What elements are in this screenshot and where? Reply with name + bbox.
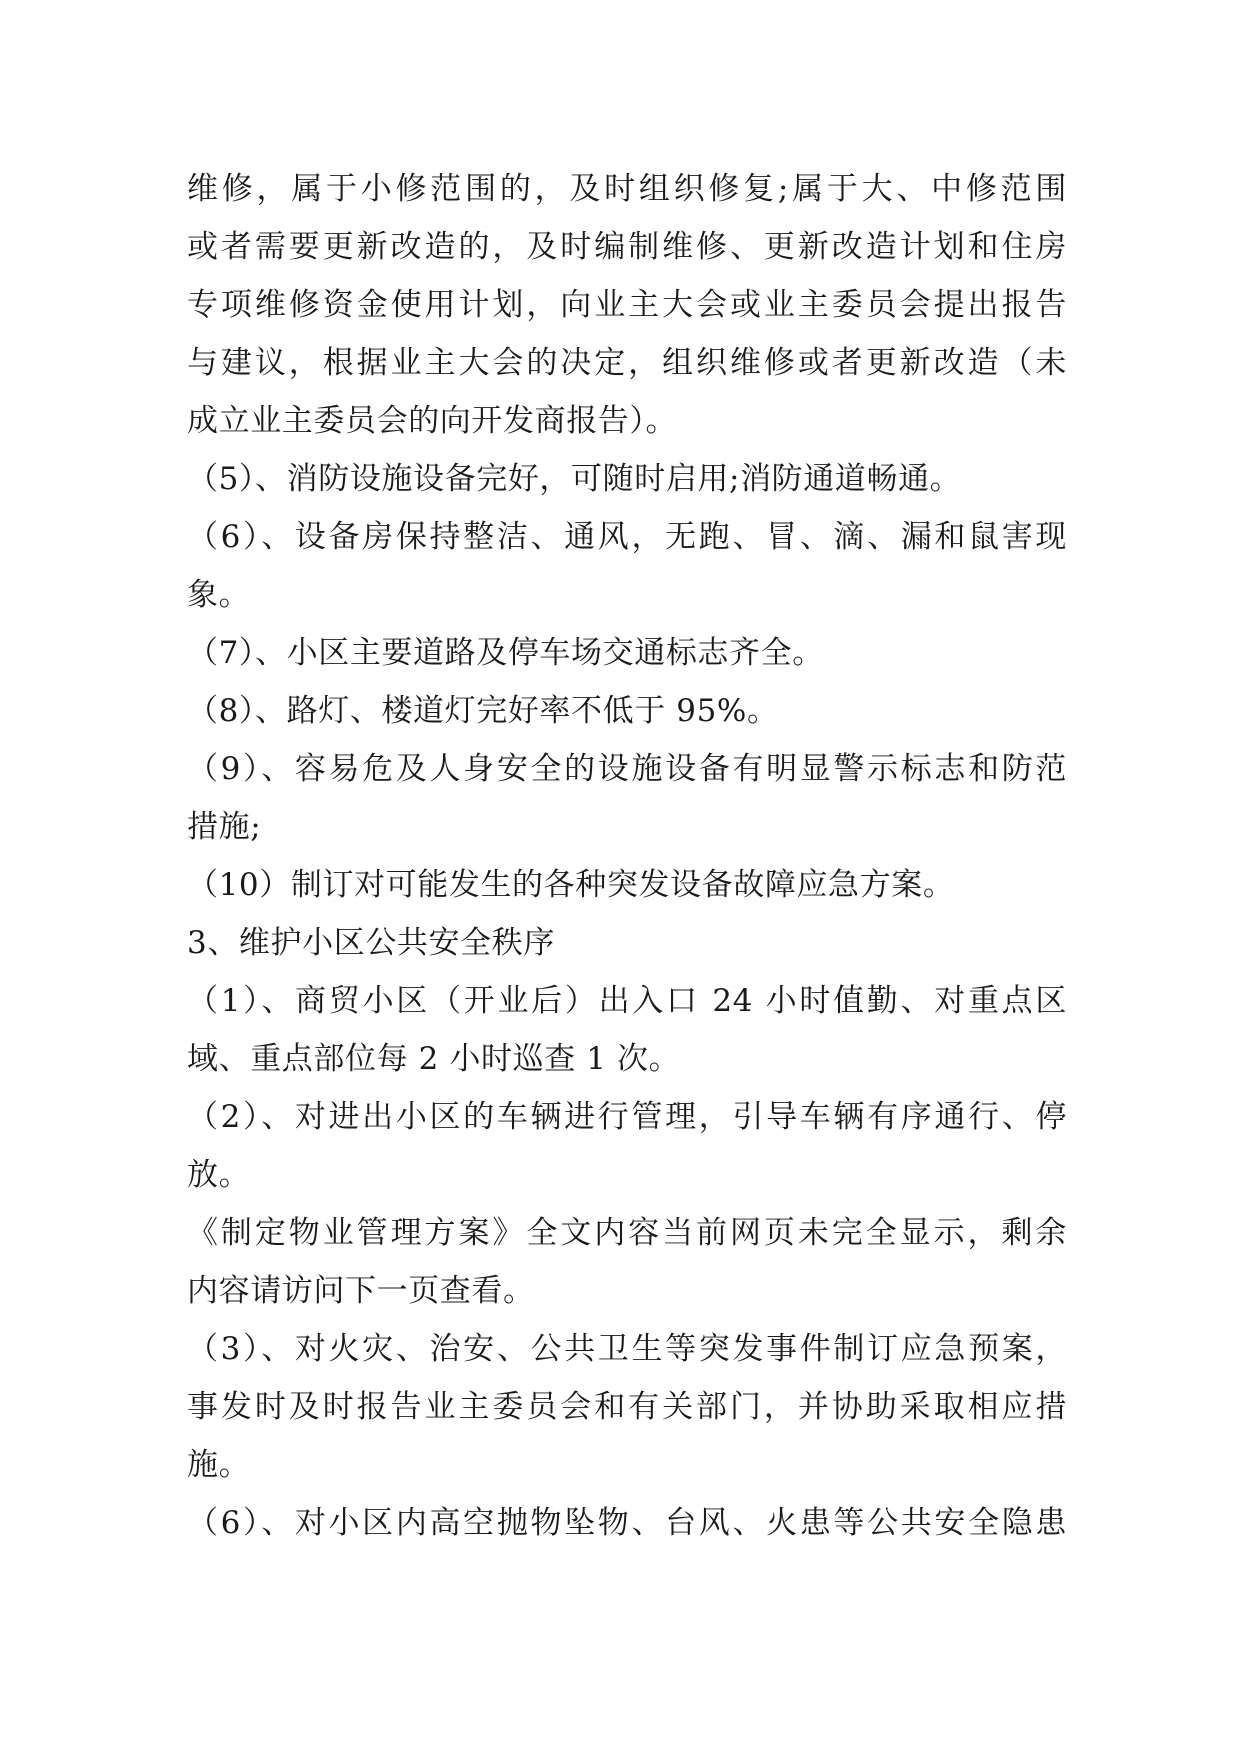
text-line: （9）、容易危及人身安全的设施设备有明显警示标志和防范 <box>187 751 1067 787</box>
text-line: （1）、商贸小区（开业后）出入口 24 小时值勤、对重点区 <box>187 983 1067 1019</box>
text-line: 域、重点部位每 2 小时巡查 1 次。 <box>187 1041 681 1077</box>
text-line: 放。 <box>187 1157 251 1193</box>
text-line: 象。 <box>187 577 251 613</box>
text-line: 成立业主委员会的向开发商报告）。 <box>187 403 678 439</box>
text-line: 事发时及时报告业主委员会和有关部门，并协助采取相应措 <box>187 1389 1067 1425</box>
text-line: 专项维修资金使用计划，向业主大会或业主委员会提出报告 <box>187 287 1067 323</box>
text-line: （2）、对进出小区的车辆进行管理，引导车辆有序通行、停 <box>187 1099 1067 1135</box>
text-line: 《制定物业管理方案》全文内容当前网页未完全显示，剩余 <box>187 1215 1067 1251</box>
text-line: 内容请访问下一页查看。 <box>187 1273 535 1309</box>
text-line: 维修，属于小修范围的，及时组织修复;属于大、中修范围 <box>187 171 1067 207</box>
text-line: 与建议，根据业主大会的决定，组织维修或者更新改造（未 <box>187 345 1067 381</box>
text-line: （8）、路灯、楼道灯完好率不低于 95%。 <box>187 693 779 729</box>
text-line: （5）、消防设施设备完好，可随时启用;消防通道畅通。 <box>187 461 962 497</box>
text-line: （6）、设备房保持整洁、通风，无跑、冒、滴、漏和鼠害现 <box>187 519 1067 555</box>
text-line: （3）、对火灾、治安、公共卫生等突发事件制订应急预案， <box>187 1331 1067 1367</box>
text-line: （10）制订对可能发生的各种突发设备故障应急方案。 <box>187 867 955 903</box>
text-line: 施。 <box>187 1447 251 1483</box>
document-body <box>187 160 1067 1552</box>
text-line: 3、维护小区公共安全秩序 <box>187 925 555 961</box>
text-line: （7）、小区主要道路及停车场交通标志齐全。 <box>187 635 824 671</box>
text-line: 或者需要更新改造的，及时编制维修、更新改造计划和住房 <box>187 229 1067 265</box>
text-line: （6）、对小区内高空抛物坠物、台风、火患等公共安全隐患 <box>187 1505 1067 1541</box>
text-line: 措施; <box>187 809 262 845</box>
